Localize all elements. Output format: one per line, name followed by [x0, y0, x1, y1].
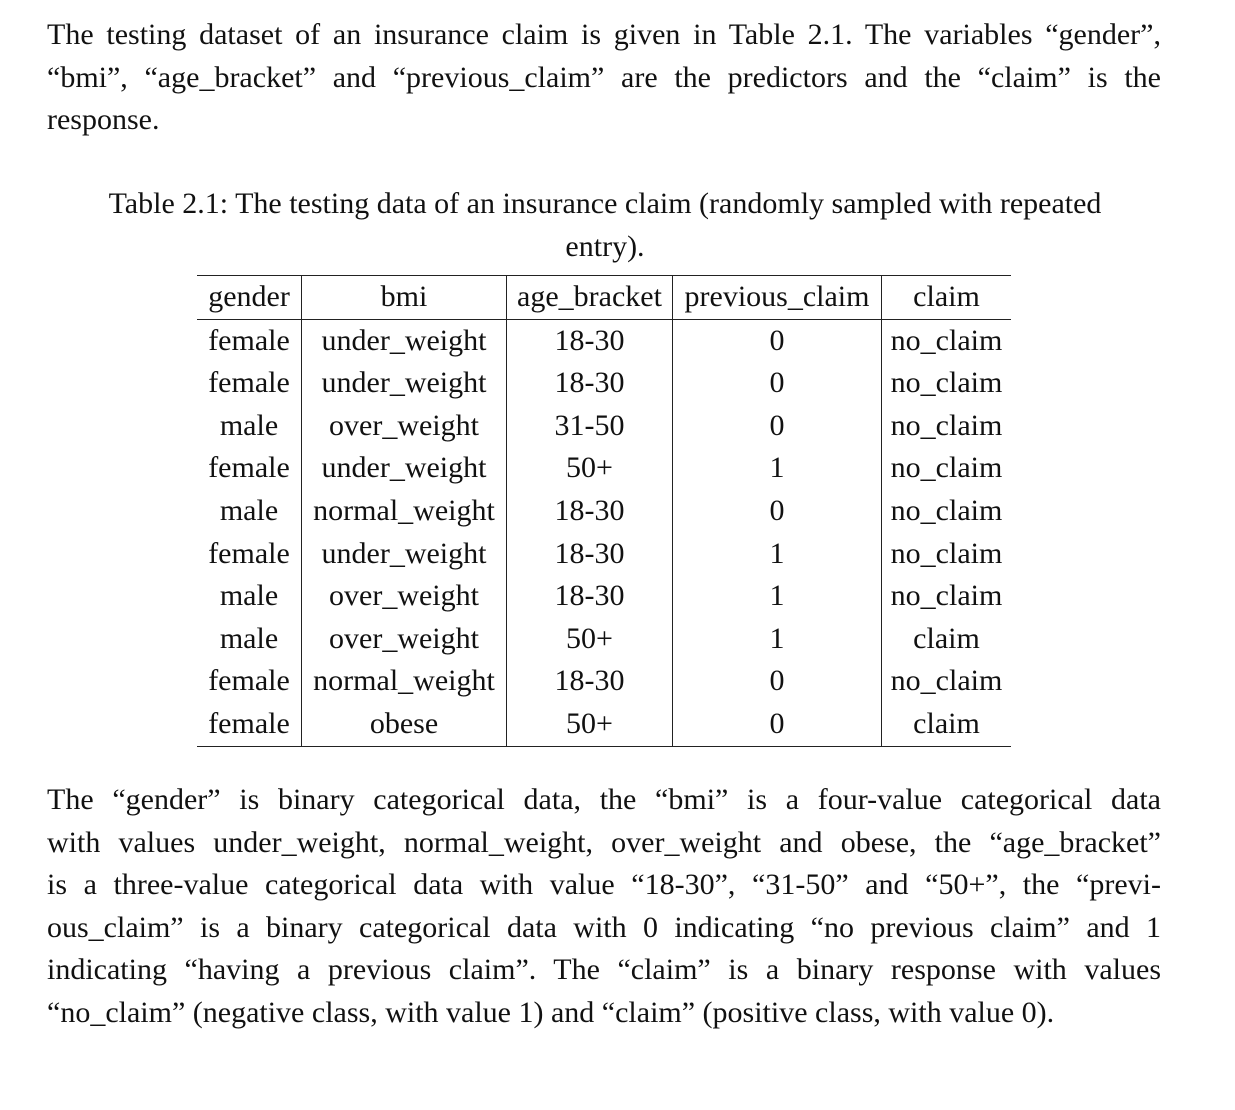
- cell-claim: no_claim: [890, 493, 1003, 527]
- cell-bmi: under_weight: [302, 319, 507, 362]
- cell-previous-claim: 0: [673, 490, 882, 533]
- cell-previous-claim: 1: [673, 575, 882, 618]
- cell-bmi: normal_weight: [302, 660, 507, 703]
- cell-age-bracket: 18-30: [507, 490, 673, 533]
- cell-gender: male: [197, 575, 302, 618]
- cell-age-bracket: 18-30: [507, 660, 673, 703]
- header-age-bracket: age_bracket: [507, 276, 673, 320]
- cell-gender: female: [197, 703, 302, 746]
- intro-paragraph: [47, 14, 1161, 142]
- cell-gender: female: [197, 362, 302, 405]
- closing-line: indicating “having a previous claim”. The “claim” is a binary response with values: [47, 953, 1161, 987]
- closing-line: is a three-value categorical data with value “18-30”, “31-50” and “50+”, the “previ-: [47, 868, 1161, 902]
- cell-bmi: obese: [302, 703, 507, 746]
- header-bmi: bmi: [302, 276, 507, 320]
- cell-gender: male: [197, 405, 302, 448]
- closing-line: The “gender” is binary categorical data, the “bmi” is a four-value categorical data: [47, 783, 1161, 816]
- cell-age-bracket: 18-30: [507, 362, 673, 405]
- cell-age-bracket: 31-50: [507, 405, 673, 448]
- cell-bmi: over_weight: [302, 405, 507, 448]
- cell-bmi: over_weight: [302, 575, 507, 618]
- cell-claim: no_claim: [890, 451, 1003, 485]
- cell-previous-claim: 0: [673, 703, 882, 746]
- closing-line: “no_claim” (negative class, with value 1) and “claim” (positive class, with value 0).: [47, 995, 1055, 1029]
- cell-previous-claim: 0: [673, 405, 882, 448]
- cell-gender: female: [197, 533, 302, 576]
- cell-claim: claim: [913, 621, 980, 655]
- cell-gender: female: [197, 447, 302, 490]
- cell-bmi: over_weight: [302, 618, 507, 661]
- table-row: [197, 703, 1011, 746]
- closing-line: ous_claim” is a binary categorical data with 0 indicating “no previous claim” and 1: [47, 910, 1161, 944]
- table-row: [197, 319, 1011, 362]
- cell-previous-claim: 1: [673, 447, 882, 490]
- cell-gender: female: [197, 319, 302, 362]
- cell-previous-claim: 0: [673, 319, 882, 362]
- table-row: [197, 575, 1011, 618]
- cell-gender: female: [197, 660, 302, 703]
- intro-line: The testing dataset of an insurance claim is given in Table 2.1. The variables “gender”,: [47, 18, 1161, 51]
- header-previous-claim: previous_claim: [673, 276, 882, 320]
- cell-previous-claim: 0: [673, 362, 882, 405]
- cell-previous-claim: 0: [673, 660, 882, 703]
- cell-bmi: normal_weight: [302, 490, 507, 533]
- table-row: [197, 618, 1011, 661]
- table-header-row: [197, 276, 1011, 320]
- cell-age-bracket: 50+: [507, 618, 673, 661]
- cell-age-bracket: 18-30: [507, 533, 673, 576]
- cell-bmi: under_weight: [302, 447, 507, 490]
- cell-bmi: under_weight: [302, 533, 507, 576]
- cell-claim: no_claim: [890, 579, 1003, 613]
- cell-bmi: under_weight: [302, 362, 507, 405]
- closing-paragraph: [47, 779, 1161, 1035]
- cell-age-bracket: 18-30: [507, 319, 673, 362]
- cell-age-bracket: 50+: [507, 447, 673, 490]
- cell-claim: no_claim: [890, 664, 1003, 698]
- table-row: [197, 533, 1011, 576]
- intro-line: response.: [47, 103, 160, 137]
- table-row: [197, 447, 1011, 490]
- cell-claim: no_claim: [890, 366, 1003, 400]
- cell-claim: claim: [913, 706, 980, 740]
- table-caption-line: entry).: [565, 229, 645, 263]
- cell-claim: no_claim: [890, 408, 1003, 442]
- insurance-claim-table: [197, 275, 1011, 747]
- cell-claim: no_claim: [890, 536, 1003, 570]
- table-caption: [60, 183, 1150, 268]
- cell-gender: male: [197, 490, 302, 533]
- cell-age-bracket: 50+: [507, 703, 673, 746]
- cell-gender: male: [197, 618, 302, 661]
- cell-claim: no_claim: [890, 323, 1003, 357]
- table-row: [197, 660, 1011, 703]
- cell-previous-claim: 1: [673, 533, 882, 576]
- cell-age-bracket: 18-30: [507, 575, 673, 618]
- table-row: [197, 362, 1011, 405]
- closing-line: with values under_weight, normal_weight, over_weight and obese, the “age_bracket”: [47, 825, 1161, 859]
- table-row: [197, 405, 1011, 448]
- header-gender: gender: [197, 276, 302, 320]
- header-claim: claim: [913, 280, 980, 313]
- table-row: [197, 490, 1011, 533]
- cell-previous-claim: 1: [673, 618, 882, 661]
- intro-line: “bmi”, “age_bracket” and “previous_claim” are the predictors and the “claim” is the: [47, 60, 1161, 94]
- table-caption-line: Table 2.1: The testing data of an insurance claim (randomly sampled with repeated: [108, 187, 1102, 220]
